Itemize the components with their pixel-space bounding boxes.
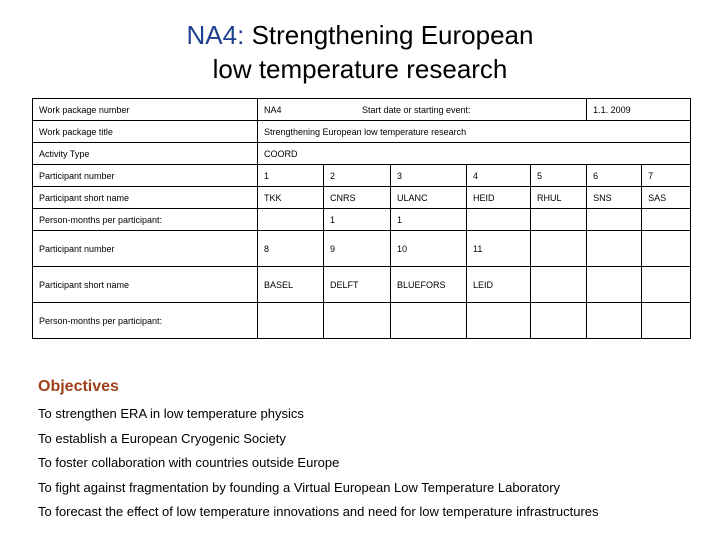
participant-number: 11 — [467, 231, 531, 267]
title-prefix: NA4: — [186, 20, 245, 50]
table-row — [33, 143, 691, 165]
work-package-table — [32, 98, 691, 339]
empty-cell — [642, 303, 691, 339]
activity-type-value: COORD — [258, 143, 691, 165]
person-months-label: Person-months per participant: — [33, 303, 258, 339]
empty-cell — [531, 303, 587, 339]
person-months-value: 1 — [324, 209, 391, 231]
activity-type-label: Activity Type — [33, 143, 258, 165]
participant-number: 9 — [324, 231, 391, 267]
table-row — [33, 99, 691, 121]
participant-short-name: TKK — [258, 187, 324, 209]
empty-cell — [531, 267, 587, 303]
participant-short-name: BLUEFORS — [391, 267, 467, 303]
person-months-value: 1 — [391, 209, 467, 231]
empty-cell — [324, 303, 391, 339]
table-row — [33, 165, 691, 187]
participant-number-label: Participant number — [33, 231, 258, 267]
objectives-heading: Objectives — [38, 378, 119, 395]
table-row — [33, 209, 691, 231]
start-date-value: 1.1. 2009 — [587, 99, 691, 121]
participant-number-label: Participant number — [33, 165, 258, 187]
table-row — [33, 121, 691, 143]
empty-cell — [587, 267, 642, 303]
participant-short-name: ULANC — [391, 187, 467, 209]
wp-title-value: Strengthening European low temperature research — [258, 121, 691, 143]
person-months-value — [587, 209, 642, 231]
participant-number: 5 — [531, 165, 587, 187]
participant-short-name: SNS — [587, 187, 642, 209]
participant-number: 7 — [642, 165, 691, 187]
objectives-section — [38, 378, 698, 525]
empty-cell — [391, 303, 467, 339]
participant-short-name: BASEL — [258, 267, 324, 303]
person-months-value — [642, 209, 691, 231]
participant-short-name: HEID — [467, 187, 531, 209]
empty-cell — [587, 303, 642, 339]
participant-number: 2 — [324, 165, 391, 187]
participant-number: 3 — [391, 165, 467, 187]
participant-number: 4 — [467, 165, 531, 187]
participant-short-name-label: Participant short name — [33, 187, 258, 209]
person-months-value — [467, 209, 531, 231]
objective-item: To forecast the effect of low temperature innovations and need for low temperature infrastructures — [38, 504, 599, 519]
empty-cell — [531, 231, 587, 267]
person-months-value — [258, 209, 324, 231]
participant-short-name: SAS — [642, 187, 691, 209]
table-row — [33, 187, 691, 209]
participant-short-name-label: Participant short name — [33, 267, 258, 303]
wp-title-label: Work package title — [33, 121, 258, 143]
participant-number: 1 — [258, 165, 324, 187]
person-months-label: Person-months per participant: — [33, 209, 258, 231]
empty-cell — [642, 231, 691, 267]
empty-cell — [642, 267, 691, 303]
table-row — [33, 267, 691, 303]
wp-number-cell — [258, 99, 587, 121]
wp-number-label: Work package number — [33, 99, 258, 121]
objective-item: To fight against fragmentation by founding a Virtual European Low Temperature Laboratory — [38, 479, 561, 495]
title-line2: low temperature research — [212, 54, 508, 84]
participant-number: 8 — [258, 231, 324, 267]
participant-short-name: DELFT — [324, 267, 391, 303]
objective-item: To establish a European Cryogenic Society — [38, 430, 286, 446]
empty-cell — [467, 303, 531, 339]
table-row — [33, 231, 691, 267]
participant-short-name: RHUL — [531, 187, 587, 209]
title-line1: Strengthening European — [251, 20, 534, 50]
wp-number-value: NA4 — [264, 104, 282, 115]
page-title — [0, 18, 720, 86]
participant-short-name: LEID — [467, 267, 531, 303]
objective-item: To foster collaboration with countries outside Europe — [38, 455, 340, 470]
start-date-label: Start date or starting event: — [362, 104, 471, 115]
objective-item: To strengthen ERA in low temperature physics — [38, 406, 304, 421]
participant-number: 6 — [587, 165, 642, 187]
empty-cell — [587, 231, 642, 267]
participant-number: 10 — [391, 231, 467, 267]
participant-short-name: CNRS — [324, 187, 391, 209]
empty-cell — [258, 303, 324, 339]
table-row — [33, 303, 691, 339]
person-months-value — [531, 209, 587, 231]
